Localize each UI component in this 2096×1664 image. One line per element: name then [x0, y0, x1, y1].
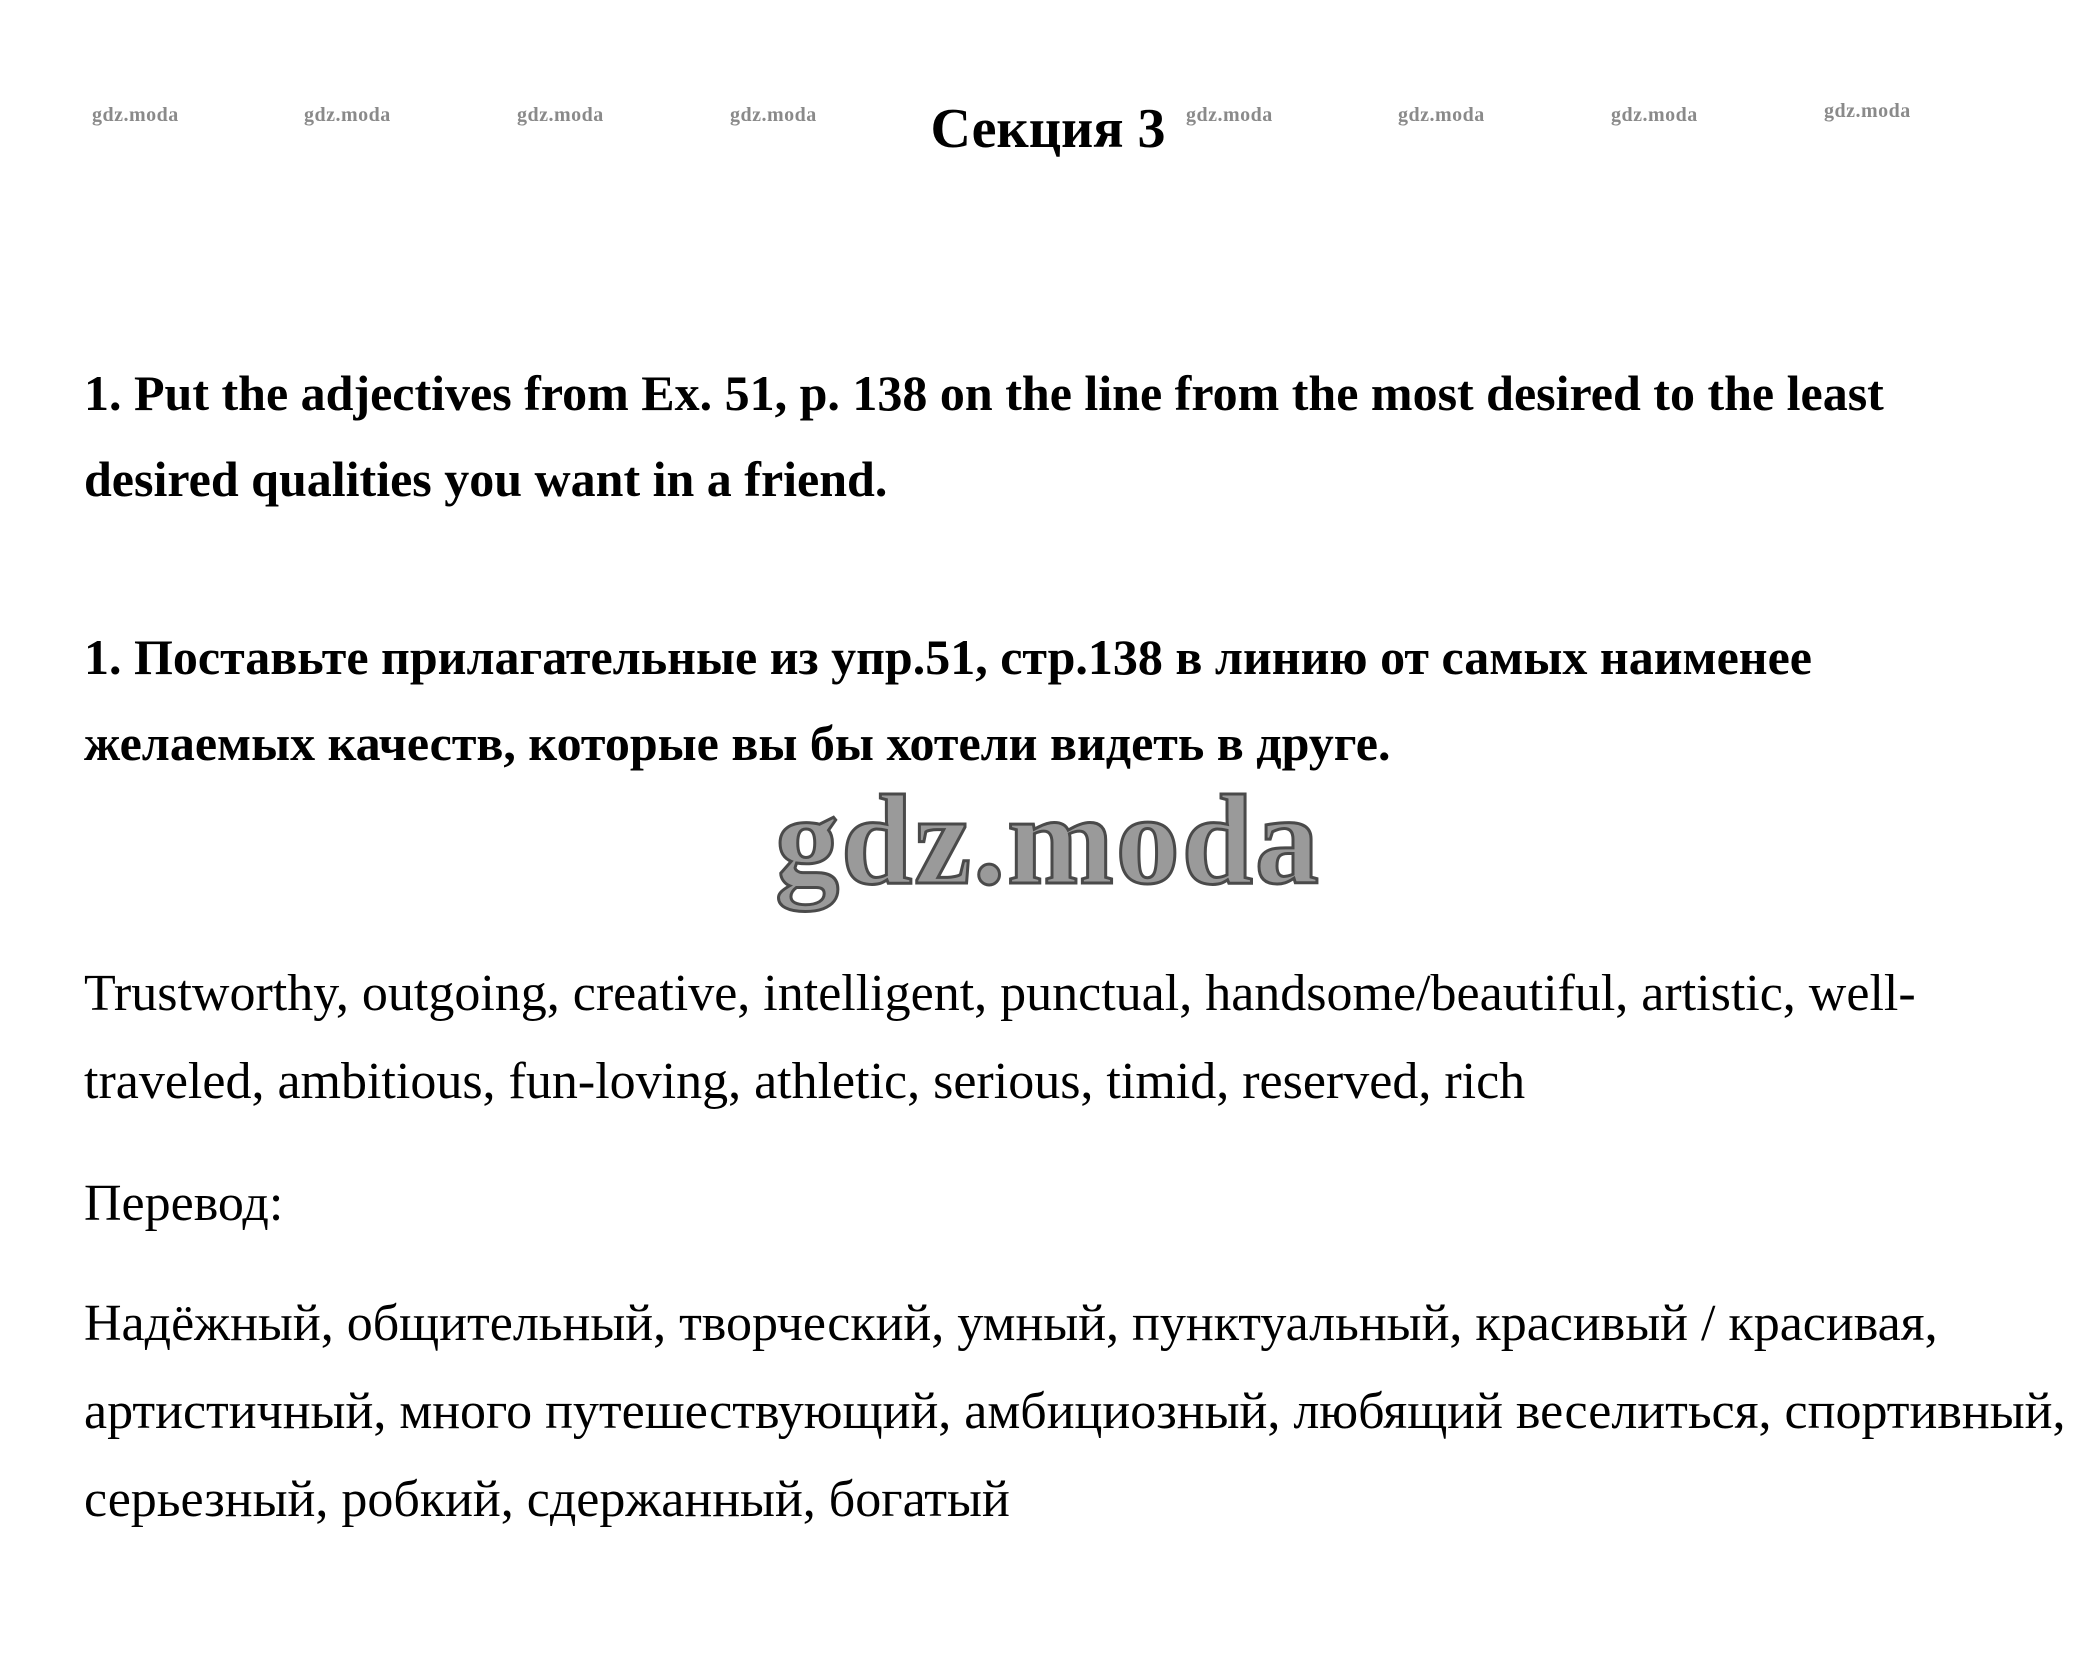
- task-english: 1. Put the adjectives from Ex. 51, p. 138 on the line from the most desired to the least desired qualities you want in a friend.: [84, 365, 1884, 507]
- translation-label: Перевод:: [84, 1175, 284, 1232]
- watermark-small: gdz.moda: [517, 104, 604, 126]
- section-title: Секция 3: [930, 98, 1166, 160]
- watermark-small: gdz.moda: [92, 104, 179, 126]
- answer-english: Trustworthy, outgoing, creative, intelligent, punctual, handsome/beautiful, artistic, well-traveled, ambitious, fun-loving, athletic, serious, timid, reserved, rich: [84, 965, 1916, 1110]
- answer-russian: Надёжный, общительный, творческий, умный, пунктуальный, красивый / красивая, артистичный, много путешествующий, амбициозный, любящий веселиться, спортивный, серьезный, робкий, сдержанный, богатый: [84, 1295, 2066, 1528]
- watermark-small: gdz.moda: [1824, 100, 1911, 122]
- watermark-small: gdz.moda: [304, 104, 391, 126]
- watermark-small: gdz.moda: [730, 104, 817, 126]
- task-russian: 1. Поставьте прилагательные из упр.51, стр.138 в линию от самых наименее желаемых качеств, которые вы бы хотели видеть в друге.: [84, 629, 1812, 771]
- watermark-small: gdz.moda: [1186, 104, 1273, 126]
- watermark-large: gdz.moda: [775, 769, 1321, 911]
- watermark-small: gdz.moda: [1398, 104, 1485, 126]
- watermark-small: gdz.moda: [1611, 104, 1698, 126]
